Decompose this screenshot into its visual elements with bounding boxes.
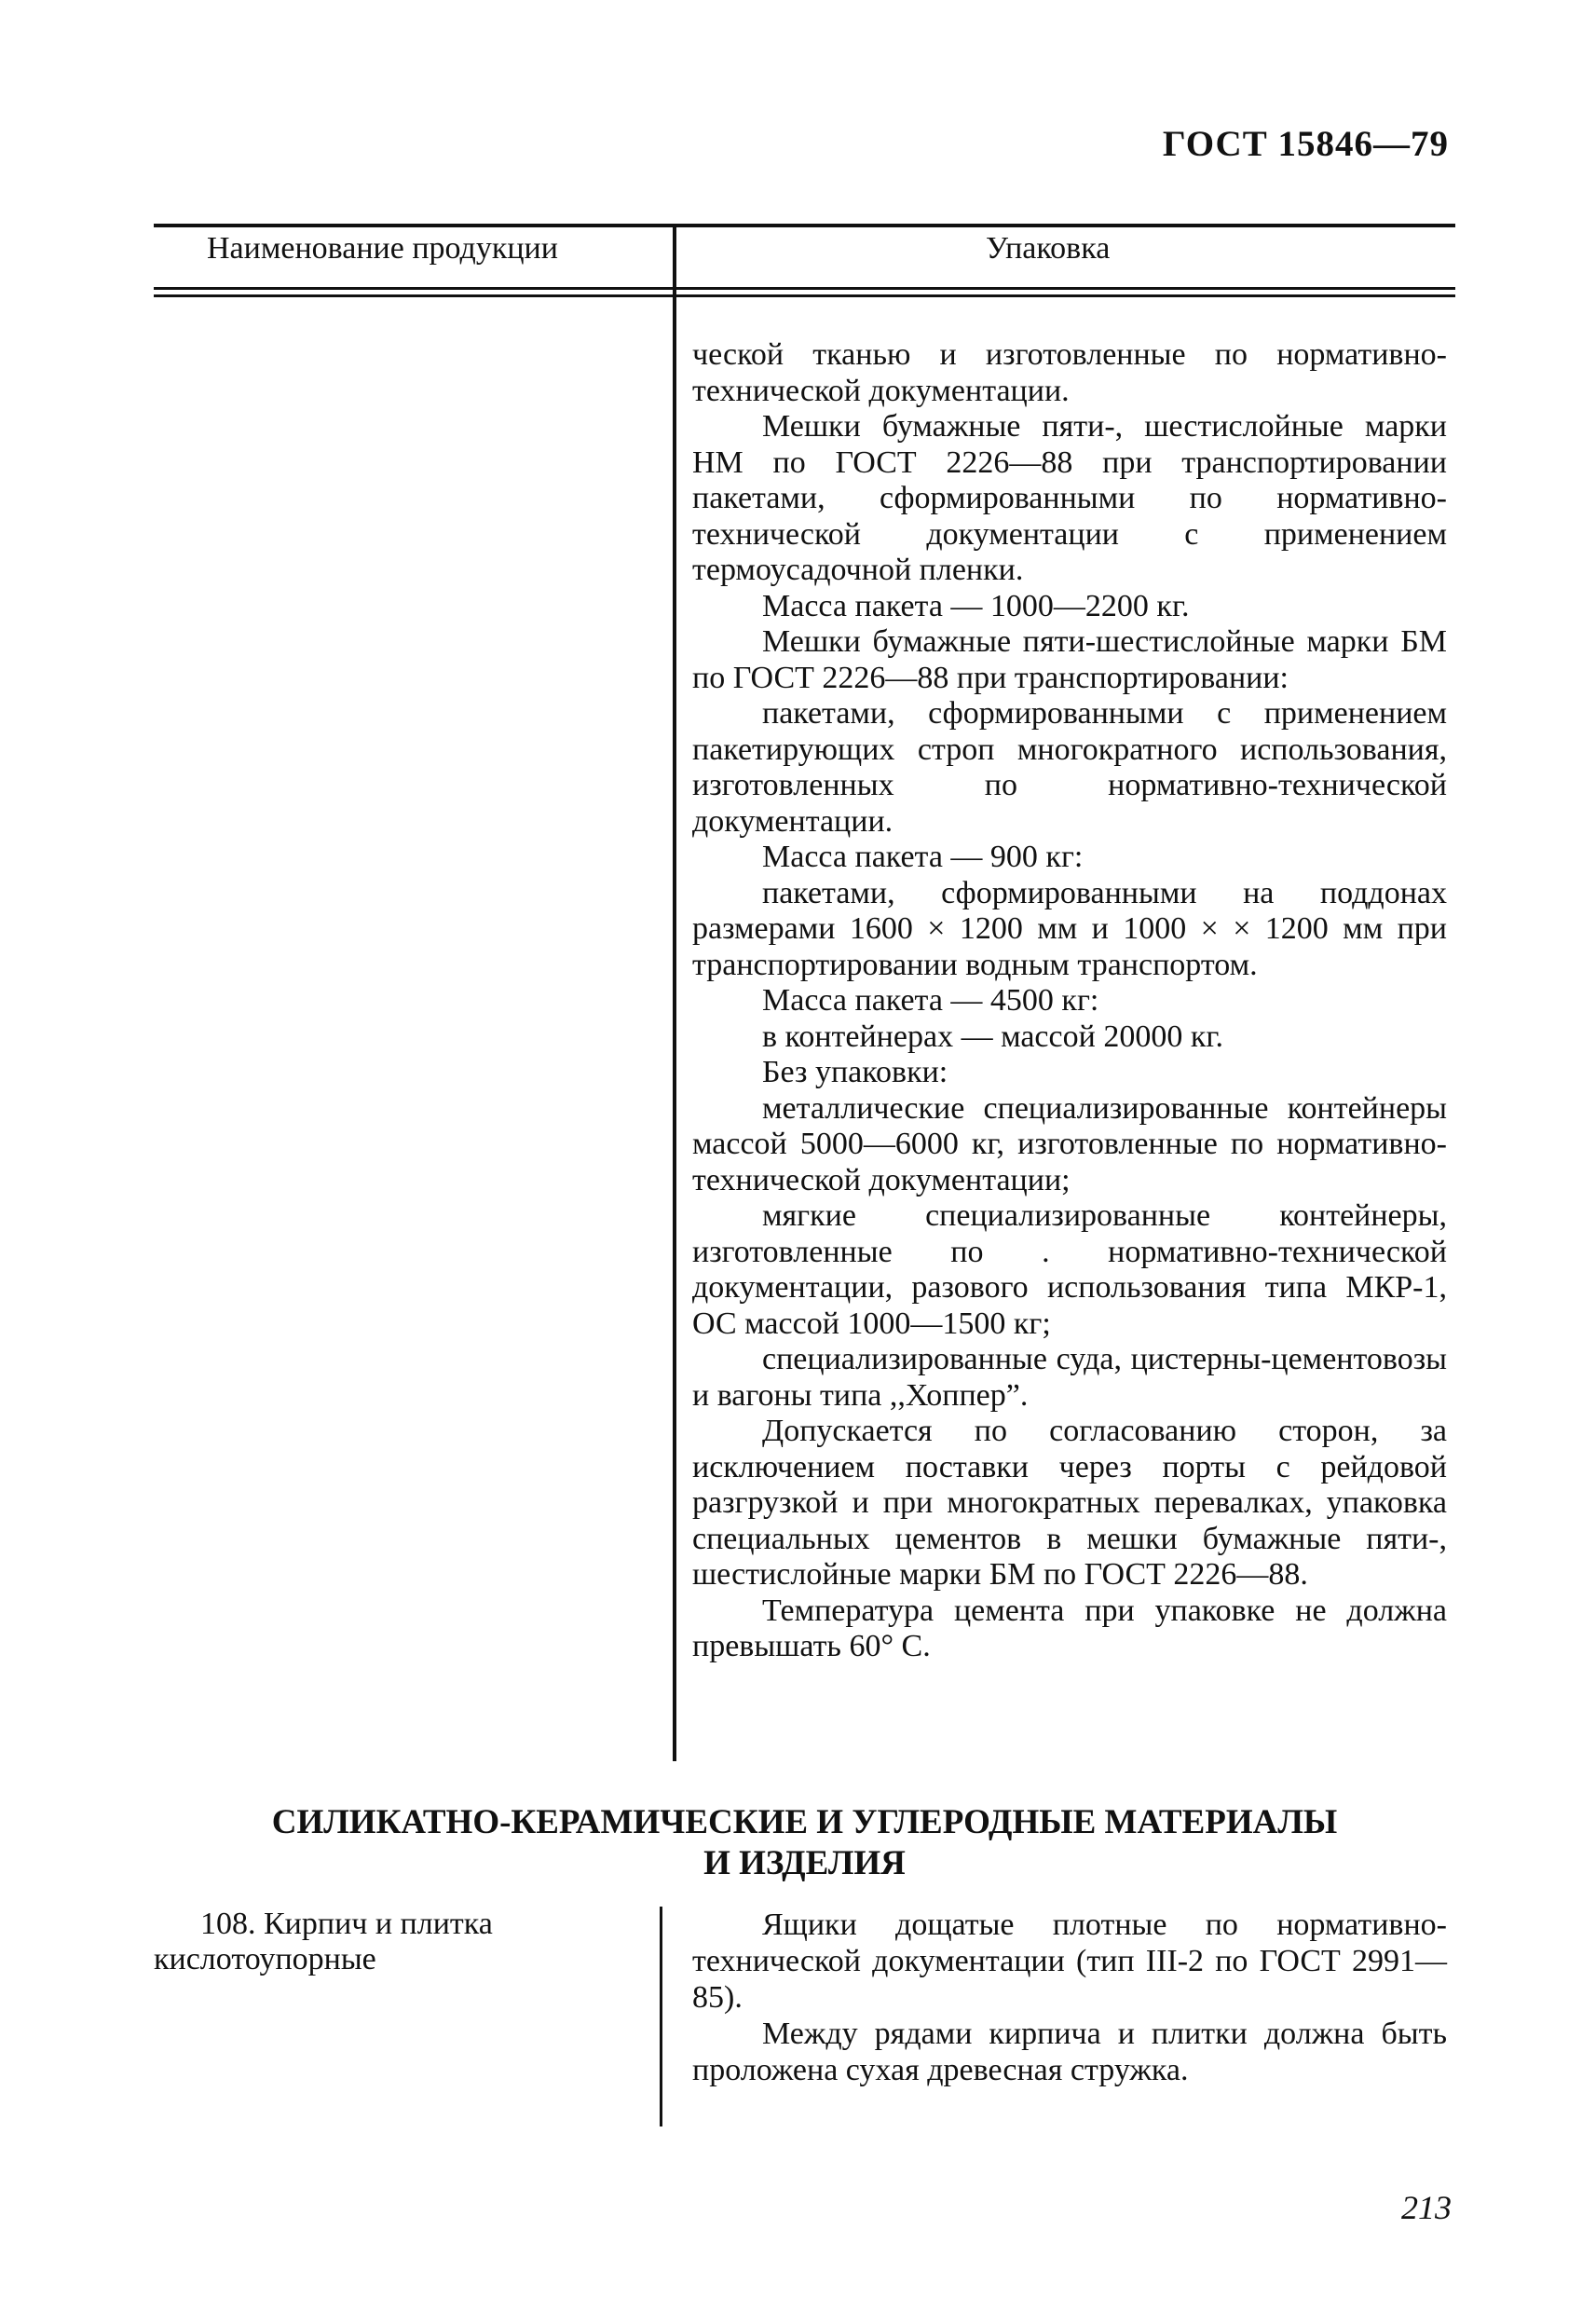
packaging-paragraph: Мешки бумажные пяти-шестислойные марки БМ по ГОСТ 2226—88 при транспортировании: — [692, 624, 1447, 695]
packaging-paragraph: Масса пакета — 900 кг: — [762, 840, 1084, 874]
packaging-paragraph: пакетами, сформированными на поддонах размерами 1600 × 1200 мм и 1000 × × 1200 мм при транспортировании водным транспортом. — [692, 875, 1447, 982]
item-name-line-1: 108. Кирпич и плитка — [200, 1907, 493, 1941]
packaging-paragraph: Масса пакета — 4500 кг: — [762, 983, 1099, 1018]
packaging-paragraph: специализированные суда, цистерны-цементовозы и вагоны типа ,,Хоппер”. — [692, 1342, 1447, 1413]
table-header-rule-2 — [154, 294, 1455, 297]
table-column-divider — [673, 224, 676, 1761]
column-header-product: Наименование продукции — [207, 231, 558, 266]
table-top-rule — [154, 224, 1455, 227]
page-number: 213 — [1401, 2189, 1452, 2226]
packaging-paragraph: пакетами, сформированными с применением пакетирующих строп многократного использования, изготовленных по нормативно-технической документации. — [692, 696, 1447, 839]
packaging-paragraph: Допускается по согласованию сторон, за исключением поставки через порты с рейдовой разгрузкой и при многократных перевалках, упаковка специальных цементов в мешки бумажные пяти-, шестислойные марки БМ по ГОСТ 2226—88. — [692, 1414, 1447, 1592]
item-108-name — [154, 1907, 638, 1977]
packaging-paragraph: металлические специализированные контейнеры массой 5000—6000 кг, изготовленные по нормативно-технической документации; — [692, 1090, 1447, 1197]
packaging-paragraph: Мешки бумажные пяти-, шестислойные марки НМ по ГОСТ 2226—88 при транспортировании пакетами, сформированными по нормативно-технической документации с применением термоусадочной пленки. — [692, 409, 1447, 587]
section-title-line-1: СИЛИКАТНО-КЕРАМИЧЕСКИЕ И УГЛЕРОДНЫЕ МАТЕРИАЛЫ — [271, 1803, 1338, 1841]
item-packaging-paragraph: Между рядами кирпича и плитки должна быть проложена сухая древесная стружка. — [692, 2017, 1447, 2087]
section-title-line-2: И ИЗДЕЛИЯ — [703, 1844, 906, 1882]
item-packaging-paragraph: Ящики дощатые плотные по нормативно-технической документации (тип III-2 по ГОСТ 2991—85). — [692, 1908, 1447, 2015]
document-code: ГОСТ 15846—79 — [1162, 124, 1449, 164]
packaging-paragraph: Температура цемента при упаковке не должна превышать 60° С. — [692, 1593, 1447, 1663]
section-heading — [154, 1802, 1455, 1884]
table-header-rule-1 — [154, 287, 1455, 290]
packaging-text — [692, 337, 1447, 1665]
packaging-paragraph: мягкие специализированные контейнеры, изготовленные по . нормативно-технической документации, разового использования типа МКР-1, ОС массой 1000—1500 кг; — [692, 1198, 1447, 1341]
packaging-paragraph: в контейнерах — массой 20000 кг. — [762, 1019, 1223, 1054]
item-108-packaging — [692, 1907, 1447, 2088]
packaging-paragraph: ческой тканью и изготовленные по нормативно-технической документации. — [692, 337, 1447, 408]
column-header-packaging: Упаковка — [986, 231, 1111, 266]
packaging-paragraph: Без упаковки: — [762, 1055, 948, 1089]
item-column-divider — [660, 1907, 662, 2126]
packaging-paragraph: Масса пакета — 1000—2200 кг. — [762, 588, 1190, 623]
item-name-line-2: кислотоупорные — [154, 1942, 376, 1976]
